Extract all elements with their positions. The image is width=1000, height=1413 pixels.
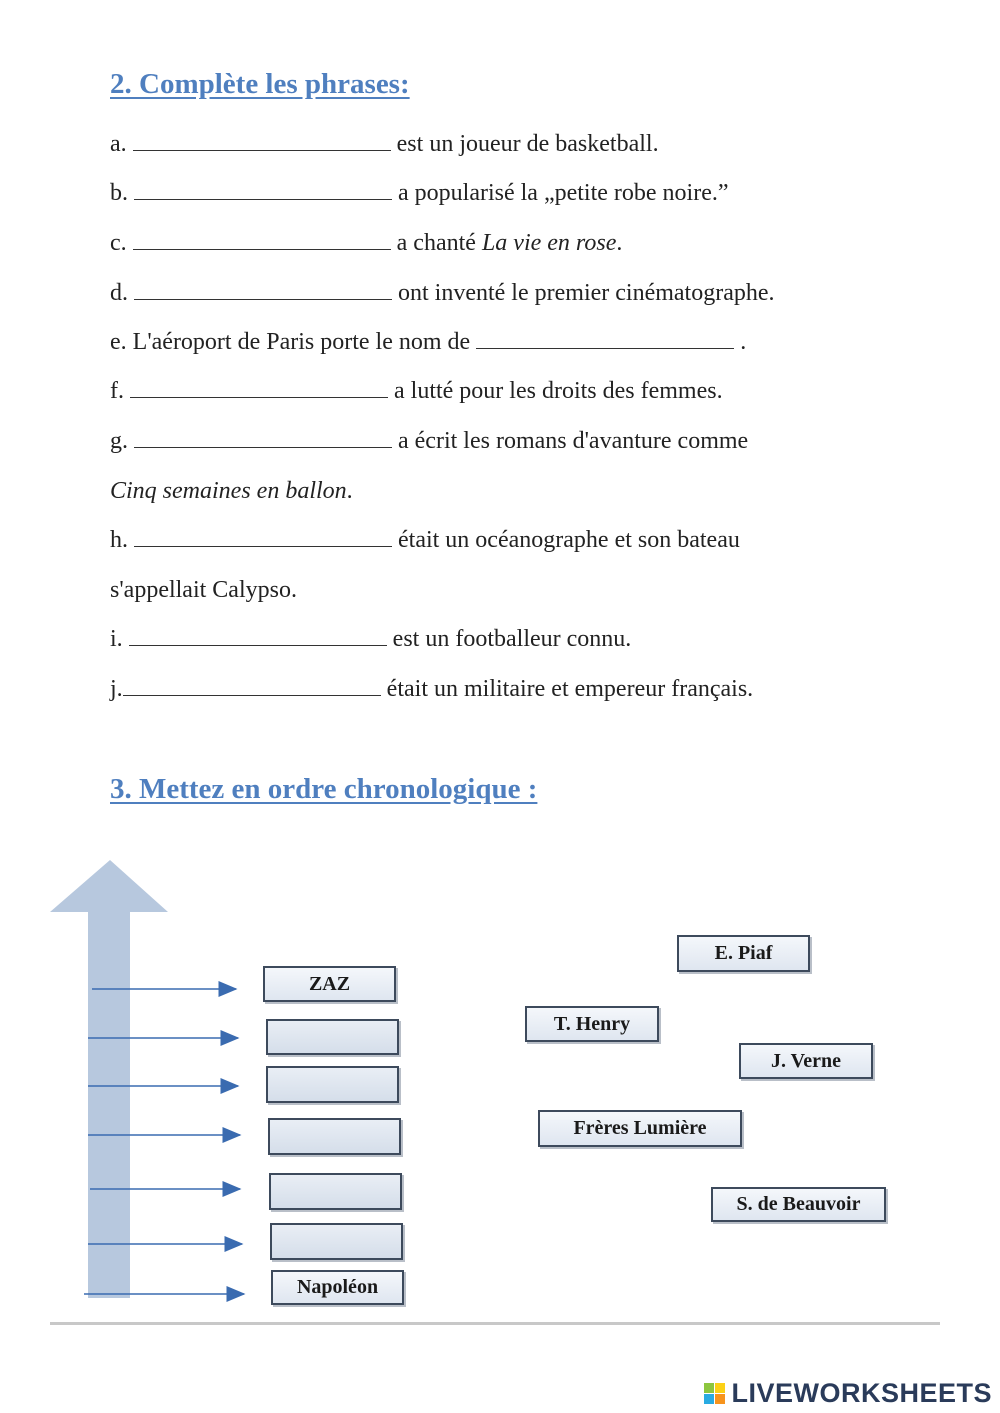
answer-blank[interactable]: [134, 179, 392, 200]
answer-blank[interactable]: [133, 229, 391, 250]
timeline-slot-bottom[interactable]: [271, 1270, 404, 1305]
sentence-g-continued: [110, 476, 353, 506]
sentence-text: était un militaire et empereur français.: [386, 676, 754, 702]
option-card[interactable]: [525, 1006, 659, 1042]
option-label: J. Verne: [771, 1049, 841, 1072]
logo-text: LIVEWORKSHEETS: [731, 1378, 992, 1408]
sentence-prefix: j.: [110, 676, 123, 702]
section-3-title: 3. Mettez en ordre chronologique :: [110, 773, 538, 805]
option-label: S. de Beauvoir: [736, 1193, 861, 1215]
answer-blank[interactable]: [476, 328, 734, 349]
sentence-prefix: c.: [110, 230, 127, 256]
timeline-slot-empty[interactable]: [266, 1019, 399, 1055]
sentence-text: a popularisé la „petite robe noire.”: [398, 180, 729, 206]
sentence-end: .: [616, 230, 623, 256]
sentence-d: [110, 278, 775, 308]
answer-blank[interactable]: [130, 377, 388, 398]
sentence-c: [110, 228, 622, 258]
sentence-f: [110, 376, 723, 406]
answer-blank[interactable]: [134, 427, 392, 448]
sentence-text: a lutté pour les droits des femmes.: [394, 378, 723, 404]
sentence-prefix: f.: [110, 378, 124, 404]
sentence-prefix: a.: [110, 131, 127, 157]
divider: [50, 1322, 940, 1325]
timeline-slot-top[interactable]: [263, 966, 396, 1002]
slot-label: ZAZ: [308, 972, 351, 995]
sentence-prefix: h.: [110, 527, 128, 553]
sentence-h-continued: [110, 575, 297, 605]
sentence-text: était un océanographe et son bateau: [398, 527, 740, 553]
option-label: Frères Lumière: [573, 1117, 707, 1139]
liveworksheets-logo-icon: [704, 1383, 725, 1404]
answer-blank[interactable]: [134, 526, 392, 547]
sentence-text: est un footballeur connu.: [392, 626, 632, 652]
sentence-j: [110, 674, 753, 704]
timeline-slot-empty[interactable]: [266, 1066, 399, 1103]
sentence-a: [110, 129, 659, 159]
sentence-text: est un joueur de basketball.: [396, 131, 659, 157]
sentence-end: .: [346, 478, 353, 504]
timeline-pointers: [80, 970, 250, 1310]
sentence-i: [110, 624, 631, 654]
option-card[interactable]: [711, 1187, 886, 1222]
answer-blank[interactable]: [134, 279, 392, 300]
slot-label: Napoléon: [296, 1276, 379, 1298]
sentence-text: a écrit les romans d'avanture comme: [398, 428, 749, 454]
novel-title: Cinq semaines en ballon: [110, 478, 347, 504]
section-2-title: 2. Complète les phrases:: [110, 68, 410, 100]
sentence-text: ont inventé le premier cinématographe.: [398, 280, 775, 306]
sentence-e: [110, 327, 746, 357]
sentence-prefix: g.: [110, 428, 128, 454]
answer-blank[interactable]: [123, 675, 381, 696]
sentence-b: [110, 178, 729, 208]
option-label: E. Piaf: [714, 942, 773, 964]
sentence-end: .: [740, 329, 747, 355]
sentence-text: a chanté: [396, 230, 482, 256]
answer-blank[interactable]: [133, 130, 391, 151]
sentence-h: [110, 525, 740, 555]
option-card[interactable]: [538, 1110, 742, 1147]
sentence-text: e. L'aéroport de Paris porte le nom de: [110, 329, 471, 355]
sentence-prefix: b.: [110, 180, 128, 206]
sentence-prefix: d.: [110, 280, 128, 306]
sentence-prefix: i.: [110, 626, 123, 652]
sentence-text: s'appellait Calypso.: [110, 577, 297, 603]
timeline-slot-empty[interactable]: [270, 1223, 403, 1260]
timeline-slot-empty[interactable]: [268, 1118, 401, 1155]
option-card[interactable]: [739, 1043, 873, 1079]
option-card[interactable]: [677, 935, 810, 972]
song-title: La vie en rose: [481, 230, 617, 256]
timeline-slot-empty[interactable]: [269, 1173, 402, 1210]
answer-blank[interactable]: [129, 625, 387, 646]
liveworksheets-logo: [704, 1378, 992, 1409]
option-label: T. Henry: [553, 1012, 631, 1035]
sentence-g: [110, 426, 748, 456]
